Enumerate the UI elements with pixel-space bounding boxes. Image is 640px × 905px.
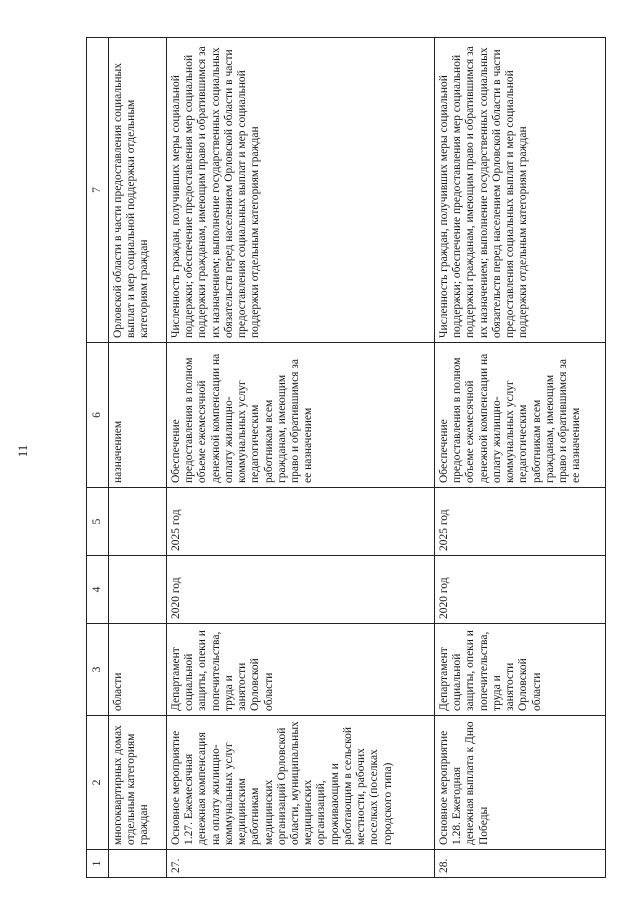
indicator: Численность граждан, получивших меры социальной поддержки; обеспечение предоставления мер социальной поддержки гражданам, имеющим право и обратившимся за их назначением; выполнение государственных социальных обязательств перед населением Орловской области в части предоставления социальных выплат и мер социальной поддержки отдельным категориям граждан [435,38,606,343]
executor: области [109,624,167,716]
column-header: 6 [87,343,109,488]
program-table [86,37,606,878]
row-number: 28. [435,850,606,878]
row-number: 27. [167,850,435,878]
column-header: 4 [87,556,109,624]
column-header: 7 [87,38,109,343]
indicator: Орловской области в части предоставления социальных выплат и мер социальной поддержки отдельным категориям граждан [109,38,167,343]
table-row [435,38,606,878]
start-year: 2020 год [167,556,435,624]
column-header: 1 [87,850,109,878]
row-number [109,850,167,878]
executor: Департамент социальной защиты, опеки и попечительства, труда и занятости Орловской области [435,624,606,716]
measure-name: Основное мероприятие 1.27. Ежемесячная денежная компенсация на оплату жилищно-коммунальных услуг медицинским работникам медицинских организаций Орловской области, муниципальных медицинских организаций, проживающим и работающим в сельской местности, рабочих поселках (поселках городского типа) [167,716,435,850]
page-number: 11 [15,444,30,458]
measure-name: Основное мероприятие 1.28. Ежегодная денежная выплата к Дню Победы [435,716,606,850]
start-year: 2020 год [435,556,606,624]
end-year [109,488,167,556]
rotated-page [86,38,606,878]
table-row [109,38,167,878]
executor: Департамент социальной защиты, опеки и попечительства, труда и занятости Орловской области [167,624,435,716]
start-year [109,556,167,624]
end-year: 2025 год [435,488,606,556]
measure-name: многоквартирных домах отдельным категориям граждан [109,716,167,850]
table-row [167,38,435,878]
column-header: 3 [87,624,109,716]
expected-result: назначением [109,343,167,488]
expected-result: Обеспечение предоставления в полном объеме ежемесячной денежной компенсации на оплату жилищно-коммунальных услуг педагогическим работникам всем гражданам, имеющим право и обратившимся за ее назначением [435,343,606,488]
indicator: Численность граждан, получивших меры социальной поддержки; обеспечение предоставления мер социальной поддержки гражданам, имеющим право и обратившимся за их назначением; выполнение государственных социальных обязательств перед населением Орловской области в части предоставления социальных выплат и мер социальной поддержки отдельным категориям граждан [167,38,435,343]
header-row [87,38,109,878]
expected-result: Обеспечение предоставления в полном объеме ежемесячной денежной компенсации на оплату жилищно-коммунальных услуг педагогическим работникам всем гражданам, имеющим право и обратившимся за ее назначением [167,343,435,488]
column-header: 2 [87,716,109,850]
column-header: 5 [87,488,109,556]
end-year: 2025 год [167,488,435,556]
